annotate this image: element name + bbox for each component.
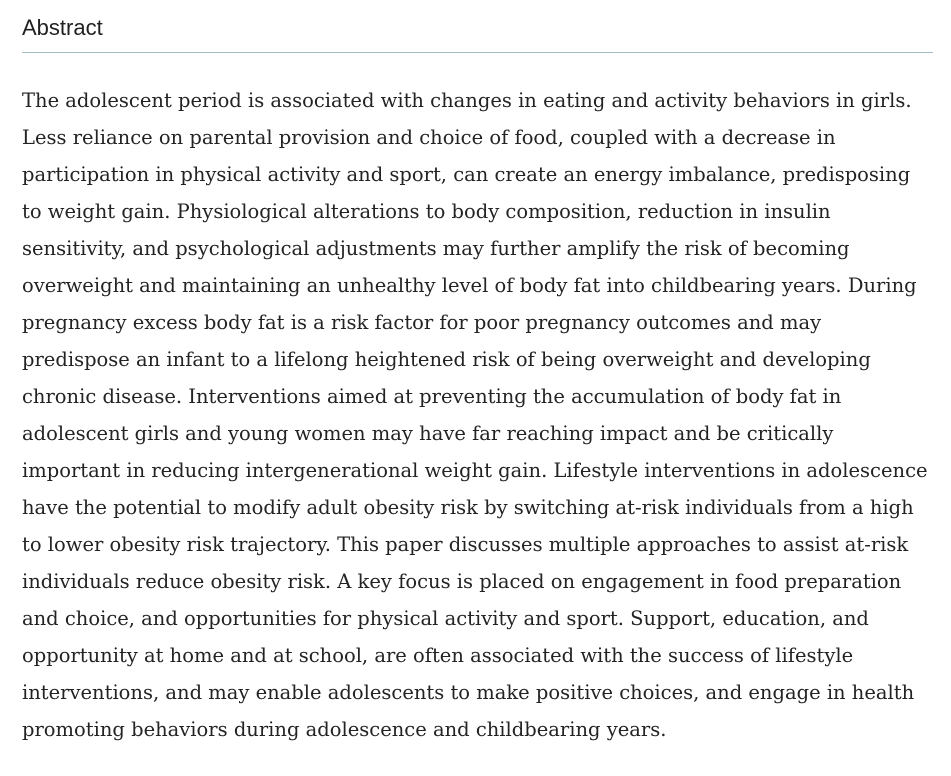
- section-heading: Abstract: [22, 14, 933, 53]
- abstract-paragraph: The adolescent period is associated with changes in eating and activity behaviors in girls. Less reliance on parental provision and choice of food, coupled with a decrease in participation in physical activity and sport, can create an energy imbalance, predisposing to weight gain. Physiological alterations to body composition, reduction in insulin sensitivity, and psychological adjustments may further amplify the risk of becoming overweight and maintaining an unhealthy level of body fat into childbearing years. During pregnancy excess body fat is a risk factor for poor pregnancy outcomes and may predispose an infant to a lifelong heightened risk of being overweight and developing chronic disease. Interventions aimed at preventing the accumulation of body fat in adolescent girls and young women may have far reaching impact and be critically important in reducing intergenerational weight gain. Lifestyle interventions in adolescence have the potential to modify adult obesity risk by switching at-risk individuals from a high to lower obesity risk trajectory. This paper discusses multiple approaches to assist at-risk individuals reduce obesity risk. A key focus is placed on engagement in food preparation and choice, and opportunities for physical activity and sport. Support, education, and opportunity at home and at school, are often associated with the success of lifestyle interventions, and may enable adolescents to make positive choices, and engage in health promoting behaviors during adolescence and childbearing years.: [22, 88, 928, 741]
